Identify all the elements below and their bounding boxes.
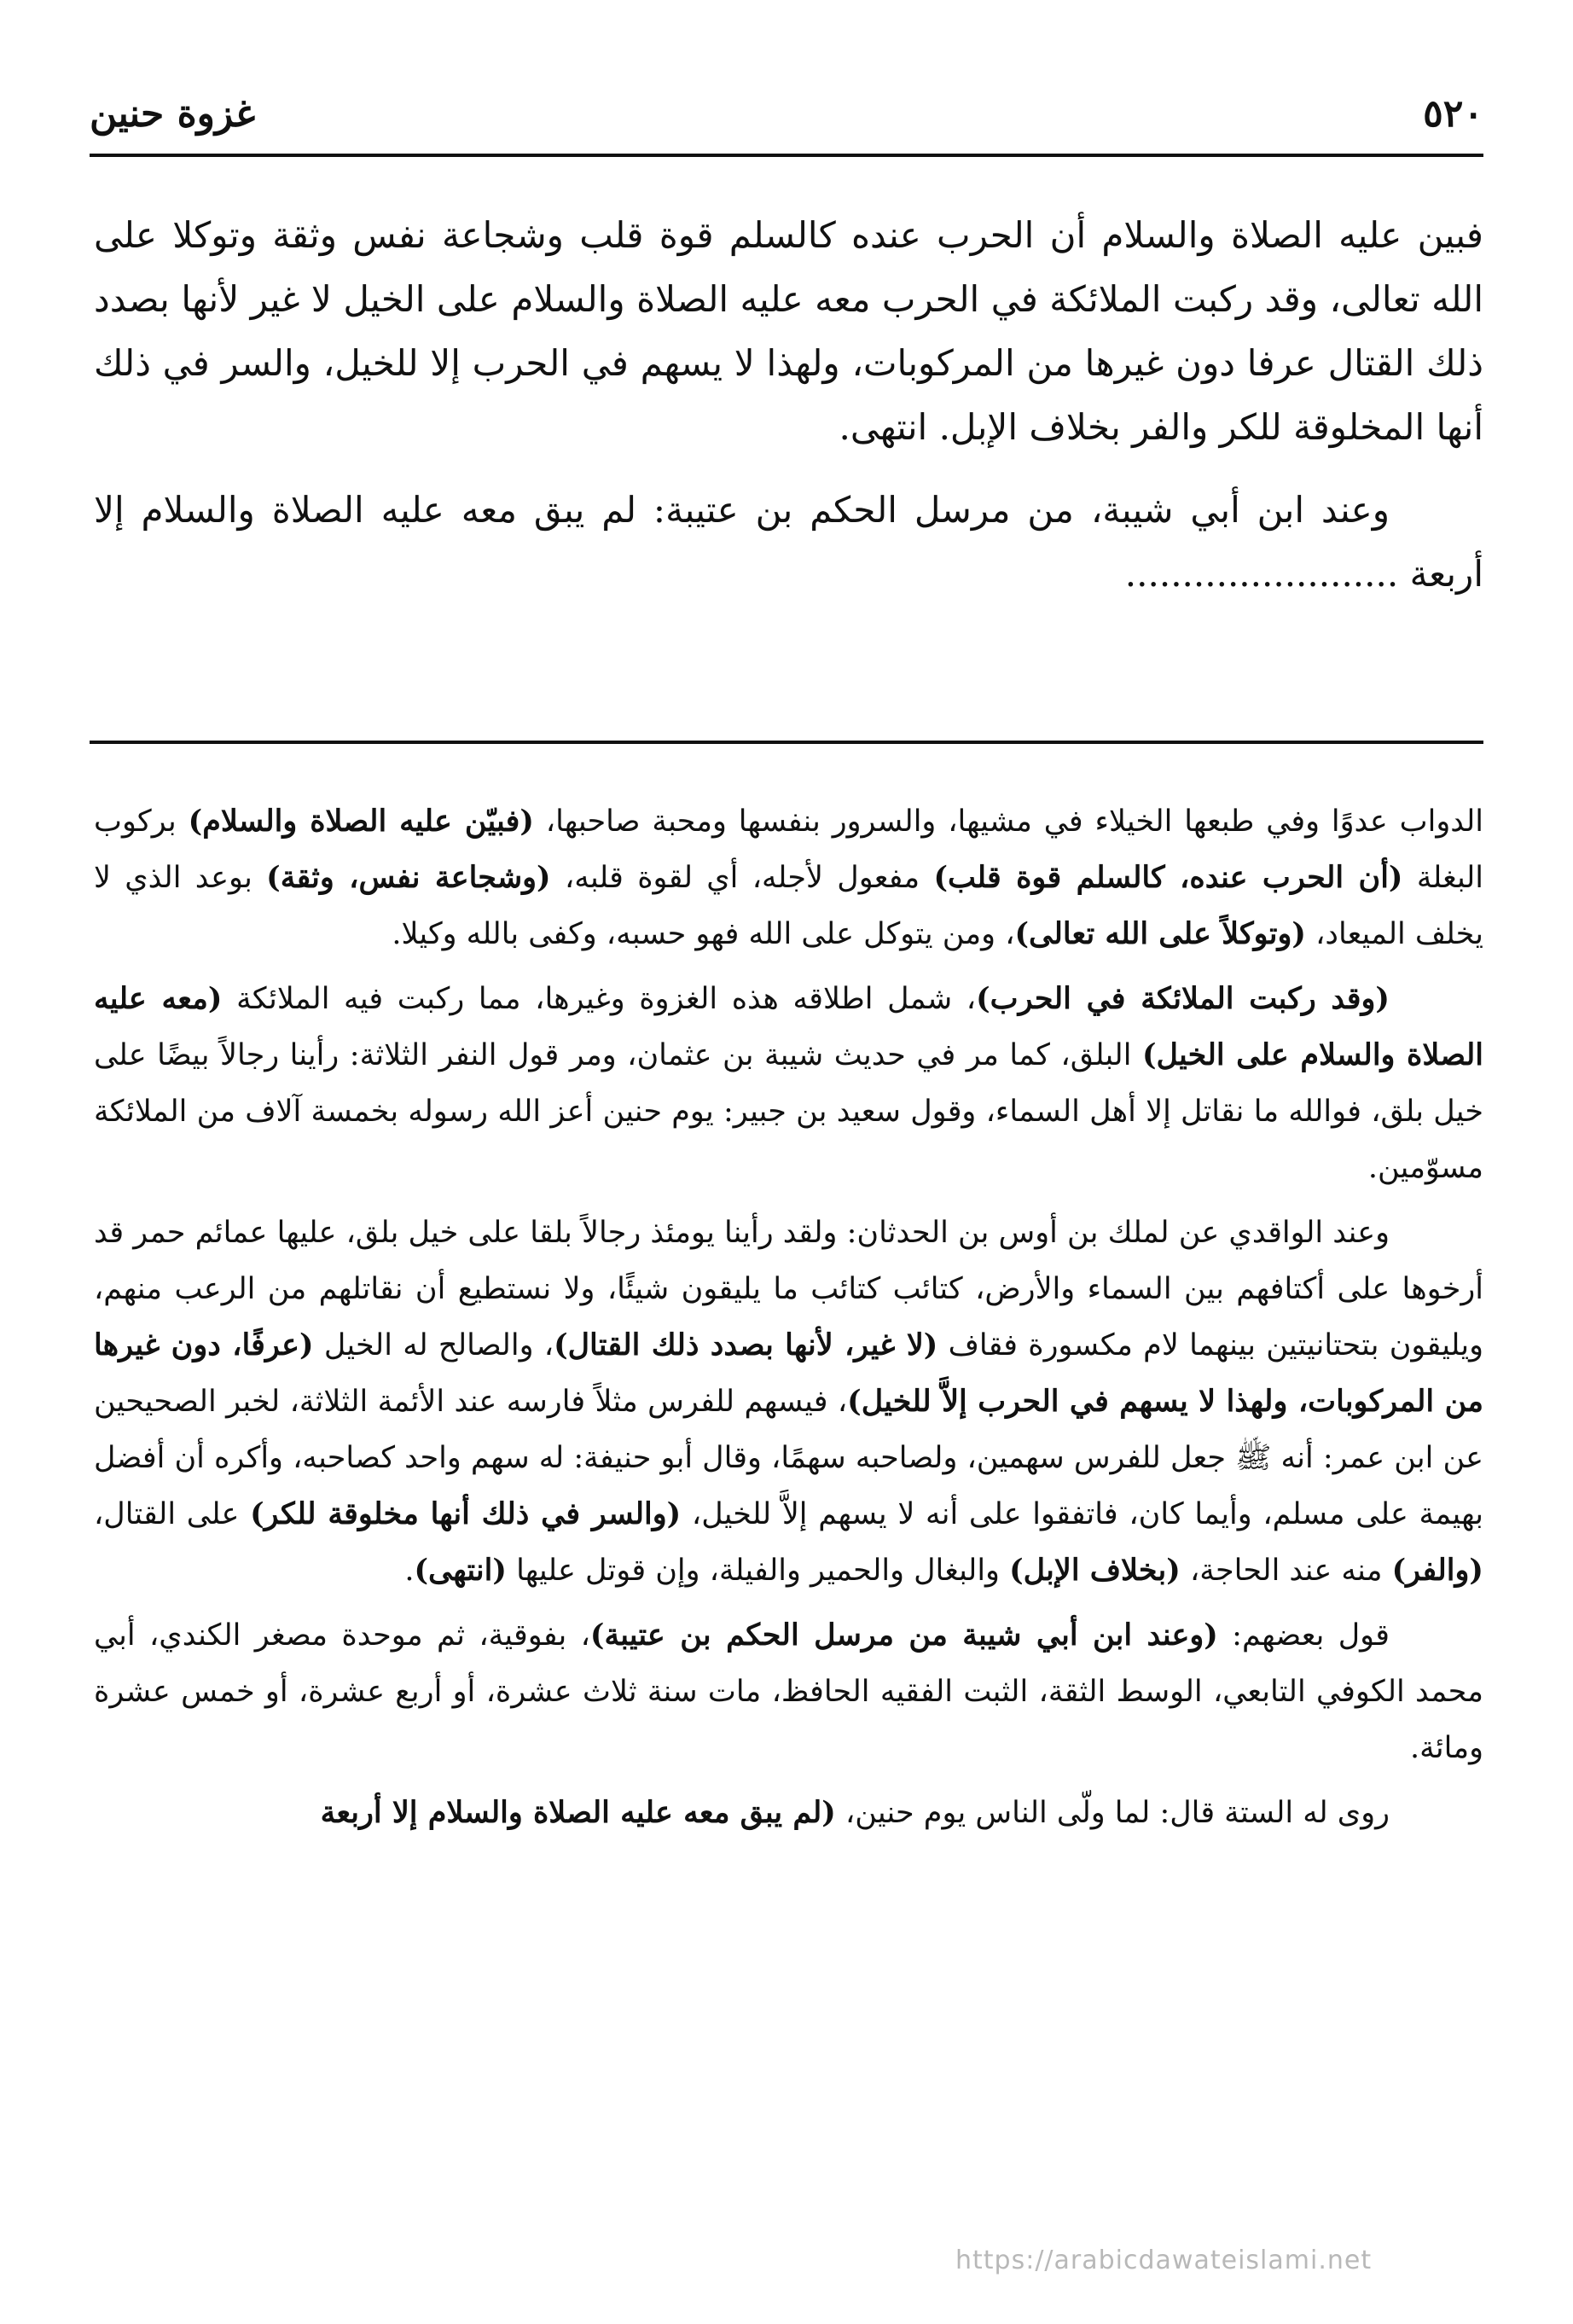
commentary-paragraph-3 bbox=[94, 1205, 1483, 1599]
commentary-text-run: الدواب عدوًا وفي طبعها الخيلاء في مشيها، والسرور بنفسها ومحبة صاحبها، bbox=[533, 805, 1484, 839]
commentary-text-run: بوعد الذي لا يخلف الميعاد، bbox=[94, 861, 1483, 951]
page-header bbox=[90, 92, 1483, 157]
section-divider bbox=[90, 741, 1483, 744]
quoted-main-text: (وقد ركبت الملائكة في الحرب) bbox=[976, 981, 1390, 1016]
commentary-paragraph-1 bbox=[94, 793, 1483, 962]
ellipsis-dots: ........................ bbox=[1124, 553, 1399, 595]
commentary-text-run: البلق، كما مر في حديث شيبة بن عثمان، ومر قول النفر الثلاثة: رأينا رجالاً بيضًا على خيل بلق، فوالله ما نقاتل إلا أهل السماء، وقول سعيد بن جبير: يوم حنين أعز الله رسوله بخمسة آلاف من الملائكة مسوّمين. bbox=[94, 1038, 1483, 1185]
commentary-text-run: قول بعضهم: bbox=[1217, 1618, 1390, 1653]
source-watermark: https://arabicdawateislami.net bbox=[955, 2246, 1373, 2275]
page-number: ٥٢٠ bbox=[1423, 92, 1483, 136]
quoted-main-text: (لم يبق معه عليه الصلاة والسلام إلا أربعة bbox=[320, 1795, 836, 1830]
commentary-paragraph-4 bbox=[94, 1607, 1483, 1776]
commentary-text-run: ، والصالح له الخيل bbox=[313, 1328, 554, 1362]
quoted-main-text: (وتوكلاً على الله تعالى) bbox=[1014, 916, 1306, 951]
quoted-main-text: (والسر في ذلك أنها مخلوقة للكر) bbox=[250, 1496, 682, 1531]
commentary-text-run: بركوب البغلة bbox=[94, 805, 1483, 895]
quoted-main-text: (انتهى) bbox=[414, 1553, 507, 1588]
commentary-text bbox=[94, 793, 1483, 1850]
quoted-main-text: (بخلاف الإبل) bbox=[1009, 1553, 1181, 1588]
commentary-text-run: روى له الستة قال: لما ولّى الناس يوم حنين، bbox=[835, 1796, 1390, 1830]
main-text-paragraph-2-text: وعند ابن أبي شيبة، من مرسل الحكم بن عتيبة: لم يبق معه عليه الصلاة والسلام إلا أربعة bbox=[94, 489, 1483, 595]
main-text-paragraph-1: فبين عليه الصلاة والسلام أن الحرب عنده كالسلم قوة قلب وشجاعة نفس وثقة وتوكلا على الله تعالى، وقد ركبت الملائكة في الحرب معه عليه الصلاة والسلام على الخيل لا غير لأنها بصدد ذلك القتال عرفا دون غيرها من المركوبات، ولهذا لا يسهم في الحرب إلا للخيل، والسر في ذلك أنها المخلوقة للكر والفر بخلاف الإبل. انتهى. bbox=[94, 214, 1483, 448]
commentary-paragraph-2 bbox=[94, 971, 1483, 1196]
quoted-main-text: (معه عليه الصلاة والسلام على الخيل) bbox=[94, 981, 1483, 1072]
commentary-text-run: مفعول لأجله، أي لقوة قلبه، bbox=[550, 861, 934, 895]
commentary-text-run: ، فيسهم للفرس مثلاً فارسه عند الأئمة الثلاثة، لخبر الصحيحين عن ابن عمر: أنه ﷺ جعل للفرس سهمين، ولصاحبه سهمًا، وقال أبو حنيفة: له سهم واحد كصاحبه، وأكره أن أفضل بهيمة على مسلم، وأيما كان، فاتفقوا على أنه لا يسهم إلاَّ للخيل، bbox=[94, 1385, 1483, 1531]
main-text-paragraph-2 bbox=[94, 478, 1483, 606]
quoted-main-text: (فبيّن عليه الصلاة والسلام) bbox=[188, 804, 534, 839]
commentary-text-run: على القتال، bbox=[94, 1497, 251, 1531]
quoted-main-text: (وشجاعة نفس، وثقة) bbox=[266, 860, 551, 895]
quoted-main-text: (وعند ابن أبي شيبة من مرسل الحكم بن عتيبة) bbox=[589, 1618, 1218, 1653]
quoted-main-text: (أن الحرب عنده، كالسلم قوة قلب) bbox=[933, 860, 1403, 895]
commentary-text-run: ، بفوقية، ثم موحدة مصغر الكندي، أبي محمد الكوفي التابعي، الوسط الثقة، الثبت الفقيه الحافظ، مات سنة ثلاث عشرة، أو أربع عشرة، أو خمس عشرة ومائة. bbox=[94, 1618, 1483, 1765]
commentary-text-run: وعند الواقدي عن لملك بن أوس بن الحدثان: ولقد رأينا يومئذ رجالاً بلقا على خيل بلق، عليها عمائم حمر قد أرخوها على أكتافهم بين السماء والأرض، كتائب كتائب ما يليقون شيئًا، ولا نستطيع أن نقاتلهم من الرعب منهم، ويليقون بتحتانيتين بينهما لام مكسورة فقاف bbox=[94, 1216, 1483, 1362]
quoted-main-text: (عرفًا، دون غيرها من المركوبات، ولهذا لا يسهم في الحرب إلاَّ للخيل) bbox=[94, 1328, 1484, 1419]
main-text bbox=[94, 203, 1483, 625]
commentary-text-run: ، ومن يتوكل على الله فهو حسبه، وكفى بالله وكيلا. bbox=[392, 917, 1015, 951]
commentary-text-run: ، شمل اطلاقه هذه الغزوة وغيرها، مما ركبت فيه الملائكة bbox=[222, 982, 977, 1016]
commentary-text-run: منه عند الحاجة، bbox=[1180, 1554, 1392, 1588]
commentary-text-run: والبغال والحمير والفيلة، وإن قوتل عليها bbox=[506, 1554, 1010, 1588]
running-title: غزوة حنين bbox=[90, 92, 256, 136]
quoted-main-text: (والفر) bbox=[1391, 1553, 1483, 1588]
commentary-text-run: . bbox=[404, 1554, 415, 1588]
commentary-paragraph-5 bbox=[94, 1785, 1483, 1841]
quoted-main-text: (لا غير، لأنها بصدد ذلك القتال) bbox=[554, 1328, 938, 1362]
